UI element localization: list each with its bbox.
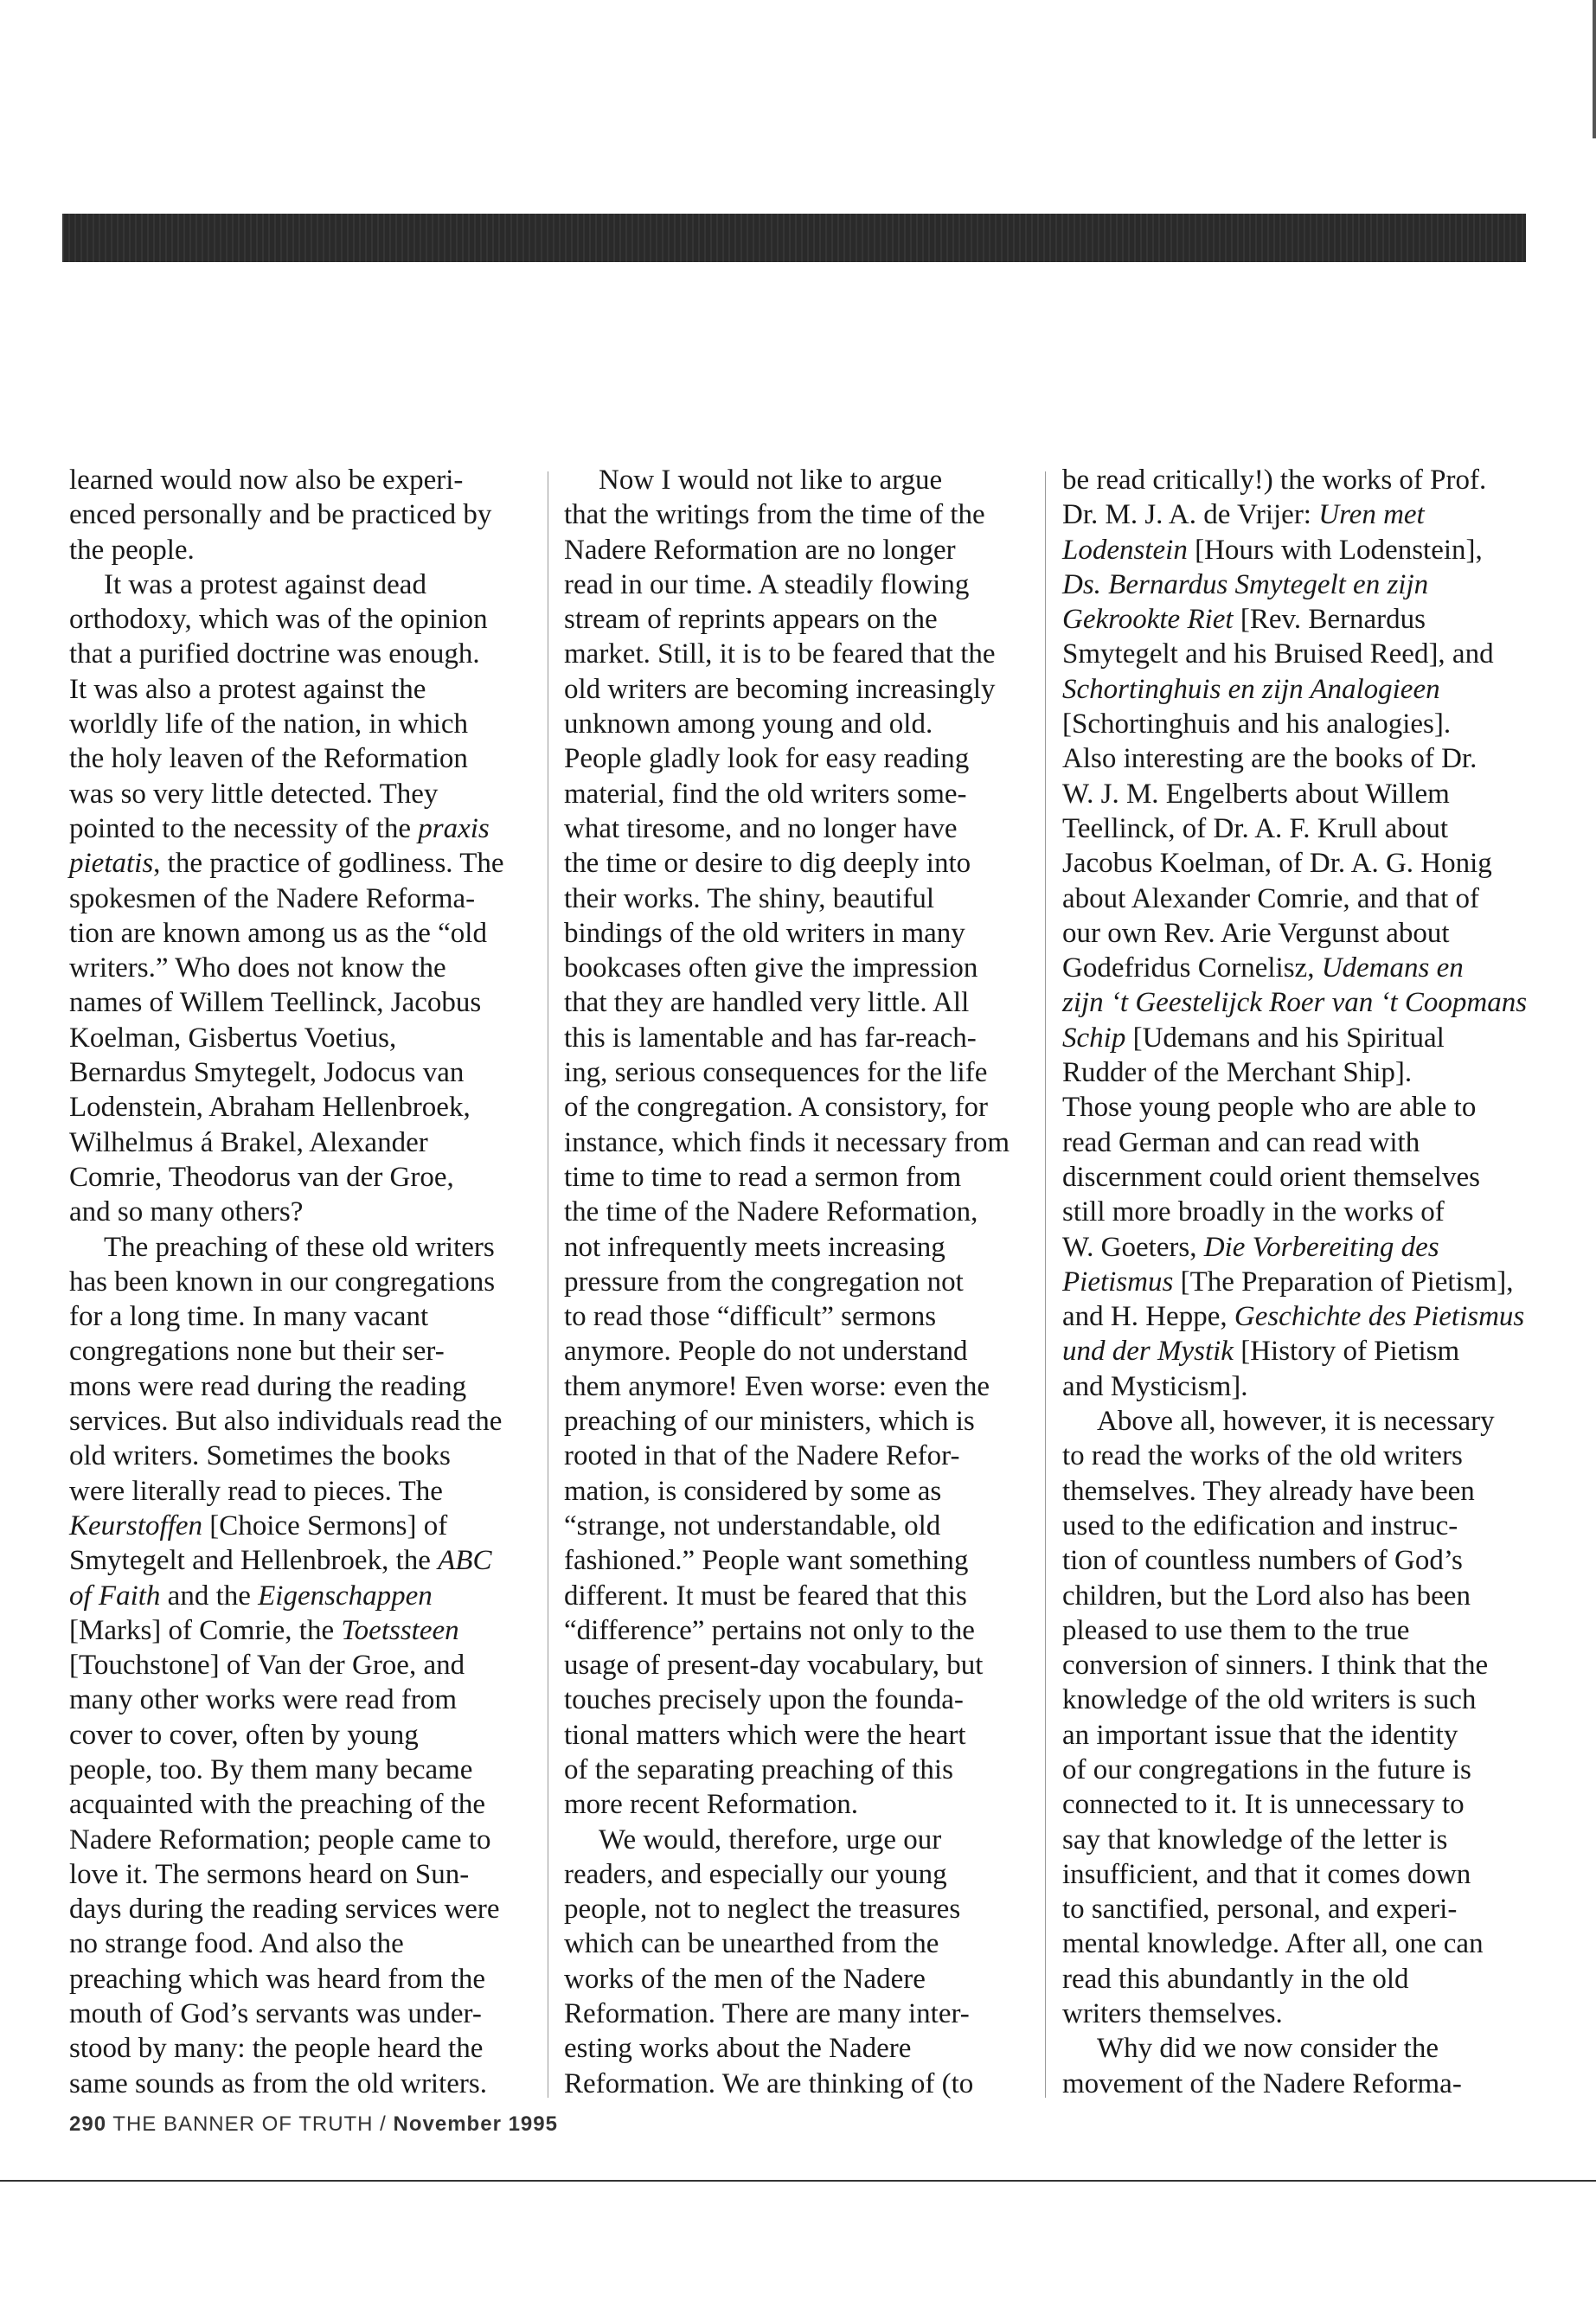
text-run: [Marks] of Comrie, the — [69, 1614, 342, 1646]
text-run: We would, therefore, urge our — [599, 1823, 942, 1856]
text-run: stood by many: the people heard the — [69, 2033, 484, 2065]
text-run: tion of countless numbers of God’s — [1062, 1545, 1463, 1577]
text-run: used to the edification and instruc- — [1062, 1509, 1458, 1541]
page-number: 290 — [69, 2112, 107, 2136]
text-run: fashioned.” People want something — [564, 1545, 969, 1577]
text-run: , the practice of godliness. The — [153, 848, 504, 880]
text-run: old writers. Sometimes the books — [69, 1440, 451, 1472]
italic-text: of Faith — [69, 1580, 161, 1612]
text-run: insufficient, and that it comes down — [1062, 1858, 1471, 1890]
text-run: pointed to the necessity of the — [69, 812, 419, 844]
text-run: mons were read during the reading — [69, 1370, 467, 1402]
text-run: love it. The sermons heard on Sun- — [69, 1858, 470, 1890]
text-run: Above all, however, it is necessary — [1097, 1406, 1495, 1438]
italic-text: Uren met — [1318, 499, 1425, 531]
article-column-1 — [69, 463, 541, 2101]
text-run: tional matters which were the heart — [564, 1719, 966, 1751]
text-run: congregations none but their ser- — [69, 1336, 445, 1368]
italic-text: Die Vorbereiting des — [1203, 1231, 1439, 1263]
italic-text: Keurstoffen — [69, 1509, 202, 1541]
text-run: no strange food. And also the — [69, 1928, 404, 1960]
italic-text: pietatis — [69, 848, 154, 880]
text-run: worldly life of the nation, in which — [69, 708, 468, 740]
text-run: days during the reading services were — [69, 1894, 500, 1926]
text-run: names of Willem Teellinck, Jacobus — [69, 987, 482, 1019]
paragraph — [69, 567, 541, 1230]
italic-text: Ds. Bernardus Smytegelt en zijn — [1062, 568, 1429, 600]
text-run: and H. Heppe, — [1062, 1301, 1234, 1333]
italic-text: Udemans en — [1321, 952, 1464, 984]
paragraph — [69, 463, 541, 567]
text-run: mental knowledge. After all, one can — [1062, 1928, 1484, 1960]
text-run: old writers are becoming increasingly — [564, 673, 996, 705]
text-run: [Hours with Lodenstein], — [1187, 534, 1483, 566]
text-run: spokesmen of the Nadere Reforma- — [69, 882, 476, 914]
text-run: [Rev. Bernardus — [1233, 604, 1426, 636]
text-run: enced personally and be practiced by — [69, 499, 492, 531]
text-run: mouth of God’s servants was under- — [69, 1998, 482, 2030]
text-run: pressure from the congregation not — [564, 1266, 964, 1298]
text-run: children, but the Lord also has been — [1062, 1580, 1471, 1612]
text-run: more recent Reformation. — [564, 1789, 858, 1821]
text-run: what tiresome, and no longer have — [564, 812, 958, 844]
text-run: many other works were read from — [69, 1684, 458, 1716]
text-run: It was a protest against dead — [104, 568, 426, 600]
text-run: Reformation. We are thinking of (to — [564, 2067, 974, 2099]
column-rule — [1045, 471, 1046, 2098]
text-run: People gladly look for easy reading — [564, 743, 970, 775]
text-run: Nadere Reformation; people came to — [69, 1823, 491, 1856]
text-run: rooted in that of the Nadere Refor- — [564, 1440, 960, 1472]
text-run: to read those “difficult” sermons — [564, 1301, 937, 1333]
text-run: the time or desire to dig deeply into — [564, 848, 971, 880]
text-run: usage of present-day vocabulary, but — [564, 1650, 984, 1682]
bottom-rule — [0, 2180, 1596, 2182]
publication-title: THE BANNER OF TRUTH / — [112, 2112, 387, 2136]
text-run: has been known in our congregations — [69, 1266, 496, 1298]
text-run: services. But also individuals read the — [69, 1406, 503, 1438]
text-run: to sanctified, personal, and experi- — [1062, 1894, 1458, 1926]
text-run: pleased to use them to the true — [1062, 1614, 1410, 1646]
text-run: that they are handled very little. All — [564, 987, 970, 1019]
text-run: [Choice Sermons] of — [202, 1509, 448, 1541]
text-run: themselves. They already have been — [1062, 1475, 1475, 1507]
text-run: learned would now also be experi- — [69, 465, 464, 496]
text-run: Jacobus Koelman, of Dr. A. G. Honig — [1062, 848, 1492, 880]
italic-text: ABC — [438, 1545, 492, 1577]
text-run: [Udemans and his Spiritual — [1125, 1022, 1445, 1054]
text-run: movement of the Nadere Reforma- — [1062, 2067, 1462, 2099]
text-run: read in our time. A steadily flowing — [564, 568, 970, 600]
italic-text: Gekrookte Riet — [1062, 604, 1234, 636]
text-run: W. J. M. Engelberts about Willem — [1062, 778, 1450, 810]
text-run: [History of Pietism — [1233, 1336, 1460, 1368]
text-run: Rudder of the Merchant Ship]. — [1062, 1057, 1413, 1089]
text-run: people, too. By them many became — [69, 1753, 473, 1785]
text-run: Bernardus Smytegelt, Jodocus van — [69, 1057, 465, 1089]
italic-text: Lodenstein — [1062, 534, 1188, 566]
italic-text: Eigenschappen — [258, 1580, 433, 1612]
text-run: W. Goeters, — [1062, 1231, 1204, 1263]
text-run: touches precisely upon the founda- — [564, 1684, 964, 1716]
text-run: of the separating preaching of this — [564, 1753, 953, 1785]
article-column-3 — [1062, 463, 1534, 2101]
text-run: writers themselves. — [1062, 1998, 1283, 2030]
text-run: preaching of our ministers, which is — [564, 1406, 975, 1438]
text-run: bookcases often give the impression — [564, 952, 978, 984]
text-run: unknown among young and old. — [564, 708, 933, 740]
text-run: stream of reprints appears on the — [564, 604, 938, 636]
issue-date: November 1995 — [393, 2112, 558, 2136]
text-run: Godefridus Cornelisz, — [1062, 952, 1322, 984]
text-run: was so very little detected. They — [69, 778, 439, 810]
text-run: esting works about the Nadere — [564, 2033, 912, 2065]
italic-text: und der Mystik — [1062, 1336, 1234, 1368]
italic-text: Schip — [1062, 1022, 1126, 1054]
text-run: instance, which finds it necessary from — [564, 1126, 1010, 1158]
text-run: time to time to read a sermon from — [564, 1161, 962, 1193]
text-run: which can be unearthed from the — [564, 1928, 939, 1960]
text-run: our own Rev. Arie Vergunst about — [1062, 917, 1450, 949]
text-run: read this abundantly in the old — [1062, 1963, 1409, 1995]
text-run: Comrie, Theodorus van der Groe, — [69, 1161, 454, 1193]
text-run: mation, is considered by some as — [564, 1475, 942, 1507]
page-footer — [69, 2112, 558, 2137]
italic-text: Geschichte des Pietismus — [1234, 1301, 1525, 1333]
paragraph — [564, 1823, 1035, 2101]
text-run: that the writings from the time of the — [564, 499, 985, 531]
text-run: still more broadly in the works of — [1062, 1196, 1445, 1228]
text-run: Koelman, Gisbertus Voetius, — [69, 1022, 397, 1054]
text-run: tion are known among us as the “old — [69, 917, 487, 949]
text-run: Teellinck, of Dr. A. F. Krull about — [1062, 812, 1448, 844]
text-run: the time of the Nadere Reformation, — [564, 1196, 978, 1228]
header-banner-bar — [62, 214, 1526, 262]
text-run: material, find the old writers some- — [564, 778, 967, 810]
text-run: to read the works of the old writers — [1062, 1440, 1463, 1472]
text-run: knowledge of the old writers is such — [1062, 1684, 1477, 1716]
text-run: people, not to neglect the treasures — [564, 1894, 961, 1926]
text-run: Why did we now consider the — [1097, 2033, 1439, 2065]
italic-text: Toetssteen — [341, 1614, 459, 1646]
text-run: connected to it. It is unnecessary to — [1062, 1789, 1465, 1821]
text-run: Wilhelmus á Brakel, Alexander — [69, 1126, 428, 1158]
text-run: about Alexander Comrie, and that of — [1062, 882, 1480, 914]
text-run: be read critically!) the works of Prof. — [1062, 465, 1487, 496]
text-run: conversion of sinners. I think that the — [1062, 1650, 1489, 1682]
text-run: for a long time. In many vacant — [69, 1301, 429, 1333]
paragraph — [1062, 2031, 1534, 2101]
text-run: orthodoxy, which was of the opinion — [69, 604, 488, 636]
paragraph — [564, 463, 1035, 1823]
text-run: read German and can read with — [1062, 1126, 1420, 1158]
paragraph — [1062, 463, 1534, 1404]
italic-text: Pietismus — [1062, 1266, 1174, 1298]
text-run: that a purified doctrine was enough. — [69, 638, 480, 670]
text-run: Dr. M. J. A. de Vrijer: — [1062, 499, 1319, 531]
text-run: this is lamentable and has far-reach- — [564, 1022, 977, 1054]
text-run: Reformation. There are many inter- — [564, 1998, 970, 2030]
text-run: were literally read to pieces. The — [69, 1475, 443, 1507]
text-run: cover to cover, often by young — [69, 1719, 419, 1751]
text-run: Smytegelt and Hellenbroek, the — [69, 1545, 439, 1577]
text-run: Lodenstein, Abraham Hellenbroek, — [69, 1092, 471, 1124]
text-run: readers, and especially our young — [564, 1858, 947, 1890]
text-run: “strange, not understandable, old — [564, 1509, 941, 1541]
text-run: and Mysticism]. — [1062, 1370, 1248, 1402]
text-run: say that knowledge of the letter is — [1062, 1823, 1448, 1856]
paragraph — [69, 1230, 541, 2101]
text-run: [Schortinghuis and his analogies]. — [1062, 708, 1452, 740]
text-run: same sounds as from the old writers. — [69, 2067, 487, 2099]
text-run: and so many others? — [69, 1196, 304, 1228]
text-run: an important issue that the identity — [1062, 1719, 1458, 1751]
text-run: Nadere Reformation are no longer — [564, 534, 956, 566]
text-run: preaching which was heard from the — [69, 1963, 486, 1995]
italic-text: Schortinghuis en zijn Analogieen — [1062, 673, 1440, 705]
text-run: of our congregations in the future is — [1062, 1753, 1471, 1785]
text-run: bindings of the old writers in many — [564, 917, 965, 949]
text-run: It was also a protest against the — [69, 673, 426, 705]
text-run: not infrequently meets increasing — [564, 1231, 945, 1263]
text-run: Now I would not like to argue — [599, 465, 943, 496]
text-run: The preaching of these old writers — [104, 1231, 495, 1263]
text-run: Also interesting are the books of Dr. — [1062, 743, 1477, 775]
text-run: “difference” pertains not only to the — [564, 1614, 975, 1646]
article-column-2 — [564, 463, 1035, 2101]
text-run: market. Still, it is to be feared that the — [564, 638, 996, 670]
text-run: [Touchstone] of Van der Groe, and — [69, 1650, 465, 1682]
text-run: the people. — [69, 534, 195, 566]
text-run: Those young people who are able to — [1062, 1092, 1477, 1124]
text-run: [The Preparation of Pietism], — [1173, 1266, 1514, 1298]
italic-text: praxis — [418, 812, 490, 844]
text-run: and the — [160, 1580, 259, 1612]
text-run: different. It must be feared that this — [564, 1580, 967, 1612]
text-run: anymore. People do not understand — [564, 1336, 968, 1368]
italic-text: zijn ‘t Geestelijck Roer van ‘t Coopmans — [1062, 987, 1528, 1019]
text-run: works of the men of the Nadere — [564, 1963, 926, 1995]
text-run: discernment could orient themselves — [1062, 1161, 1480, 1193]
text-run: the holy leaven of the Reformation — [69, 743, 468, 775]
text-run: acquainted with the preaching of the — [69, 1789, 486, 1821]
text-run: writers.” Who does not know the — [69, 952, 446, 984]
text-run: Smytegelt and his Bruised Reed], and — [1062, 638, 1494, 670]
text-run: of the congregation. A consistory, for — [564, 1092, 989, 1124]
text-run: ing, serious consequences for the life — [564, 1057, 988, 1089]
paragraph — [1062, 1404, 1534, 2031]
text-run: their works. The shiny, beautiful — [564, 882, 935, 914]
page-edge-mark — [1593, 0, 1596, 138]
text-run: them anymore! Even worse: even the — [564, 1370, 990, 1402]
